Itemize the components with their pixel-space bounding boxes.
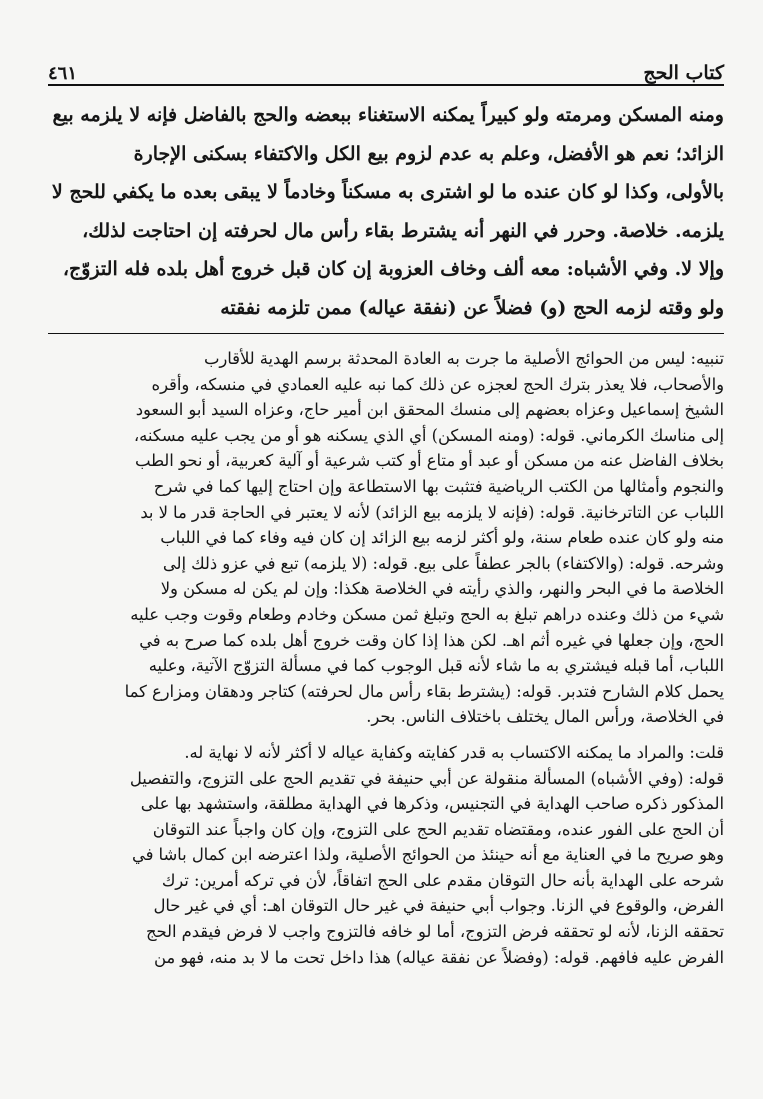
paragraph-gap <box>48 730 724 740</box>
commentary-line: الفرض عليه فافهم. قوله: (وفضلاً عن نفقة عياله) هذا داخل تحت ما لا بد منه، فهو من <box>154 947 724 967</box>
commentary-line: اللباب عن التاترخانية. قوله: (فإنه لا يلزمه بيع الزائد) لأنه لا يعتبر في الحاجة قدر ما لا بد <box>140 502 724 522</box>
commentary-line: بخلاف الفاضل عنه من مسكن أو عبد أو متاع أو كتب شرعية أو آلية كعربية، أو نحو الطب <box>134 451 724 471</box>
commentary-line: الشيخ إسماعيل وعزاه بعضهم إلى منسك المحقق ابن أمير حاج، وعزاه السيد أبو السعود <box>135 400 724 420</box>
commentary-line: وشرحه. قوله: (والاكتفاء) بالجر عطفاً على بيع. قوله: (لا يلزمه) تبع في عزو ذلك إلى <box>162 553 724 573</box>
commentary-line: قوله: (وفي الأشباه) المسألة منقولة عن أبي حنيفة في تقديم الحج على التزوج، والتفصيل <box>129 768 724 788</box>
main-text-line: ومنه المسكن ومرمته ولو كبيراً يمكنه الاستغناء ببعضه والحج بالفاضل فإنه لا يلزمه بيع <box>52 104 724 126</box>
commentary-line: تحققه الزنا، لأنه لو تحققه فرض التزوج، أما لو خافه فالتزوج واجب لا فرض فيقدم الحج <box>145 922 724 942</box>
commentary-line: شرحه على الهداية بأنه حال التوقان مقدم على الحج اتفاقاً، لأن في تركه أمرين: ترك <box>161 870 724 890</box>
commentary-line: والأصحاب، فلا يعذر بترك الحج لعجزه عن ذلك كما نبه عليه العمادي في منسكه، وأقره <box>151 374 724 394</box>
main-text-line: يلزمه. خلاصة. وحرر في النهر أنه يشترط بقاء رأس مال لحرفته إن احتاجت لذلك، <box>82 219 724 242</box>
commentary-line: اللباب، أما قبله فيشتري به ما شاء لأنه قبل الوجوب كما في مسألة التزوّج الآتية، وعليه <box>148 656 724 676</box>
main-text-line: وإلا لا. وفي الأشباه: معه ألف وخاف العزوبة إن كان قبل خروج أهل بلده فله التزوّج، <box>62 258 724 280</box>
section-divider <box>48 333 724 334</box>
main-text-line: بالأولى، وكذا لو كان عنده ما لو اشترى به مسكناً وخادماً لا يبقى بعده ما يكفي للحج لا <box>51 181 724 203</box>
commentary-line: الفرض، والوقوع في الزنا. وجواب أبي حنيفة في غير حال التوقان اهـ: أي في غير حال <box>153 896 724 916</box>
chapter-title: كتاب الحج <box>643 62 724 84</box>
commentary-line: تنبيه: ليس من الحوائج الأصلية ما جرت به العادة المحدثة برسم الهدية للأقارب <box>204 349 724 368</box>
page-number: ٤٦١ <box>48 63 78 84</box>
commentary-line: في الخلاصة، ورأس المال يختلف باختلاف الناس. بحر. <box>366 707 724 727</box>
commentary-line: إلى مناسك الكرماني. قوله: (ومنه المسكن) أي الذي يسكنه هو أو من يجب عليه مسكنه، <box>133 425 724 445</box>
commentary-line: الحج، وإن جعلها في غيره أثم اهـ. لكن هذا إذا كان وقت خروج أهل بلده كما صرح به في <box>139 630 724 650</box>
running-header <box>48 52 724 86</box>
main-text-line: الزائد؛ نعم هو الأفضل، وعلم به عدم لزوم بيع الكل والاكتفاء بسكنى الإجارة <box>133 142 724 165</box>
commentary-line: وهو صريح ما في العناية مع أنه حينئذ من الحوائج الأصلية، ولذا اعترضه ابن كمال باشا في <box>132 845 724 865</box>
main-text-line: ولو وقته لزمه الحج (و) فضلاً عن (نفقة عياله) ممن تلزمه نفقته <box>220 296 724 319</box>
commentary-line: شيء من ذلك وعنده دراهم تبلغ به الحج وتبلغ ثمن مسكن وخادم وطعام وقوت وجب عليه <box>130 604 724 624</box>
commentary-block <box>48 346 724 970</box>
commentary-line: قلت: والمراد ما يمكنه الاكتساب به قدر كفايته وكفاية عياله لا أكثر لأنه لا نهاية له. <box>184 742 724 762</box>
commentary-line: منه ولو كان عنده طعام سنة، ولو أكثر لزمه بيع الزائد إن كان فيه وفاء كما في اللباب <box>160 528 724 548</box>
commentary-line: المذكور ذكره صاحب الهداية في التجنيس، وذكرها في الهداية مطلقة، واستشهد بها على <box>140 794 724 814</box>
commentary-line: أن الحج على الفور عنده، ومقتضاه تقديم الحج على التزوج، وإن كان واجباً عند التوقان <box>152 819 724 839</box>
commentary-line: والنجوم وأمثالها من الكتب الرياضية فتثبت بها الاستطاعة وإن احتاج إليها كما في شرح <box>153 476 724 496</box>
book-page <box>48 52 724 1092</box>
main-text-block <box>48 96 724 327</box>
commentary-line: الخلاصة ما في البحر والنهر، والذي رأيته في الخلاصة هكذا: وإن لم يكن له مسكن ولا <box>160 579 724 599</box>
commentary-line: يحمل كلام الشارح فتدبر. قوله: (يشترط بقاء رأس مال لحرفته) كتاجر ودهقان ومزارع كما <box>124 681 724 701</box>
